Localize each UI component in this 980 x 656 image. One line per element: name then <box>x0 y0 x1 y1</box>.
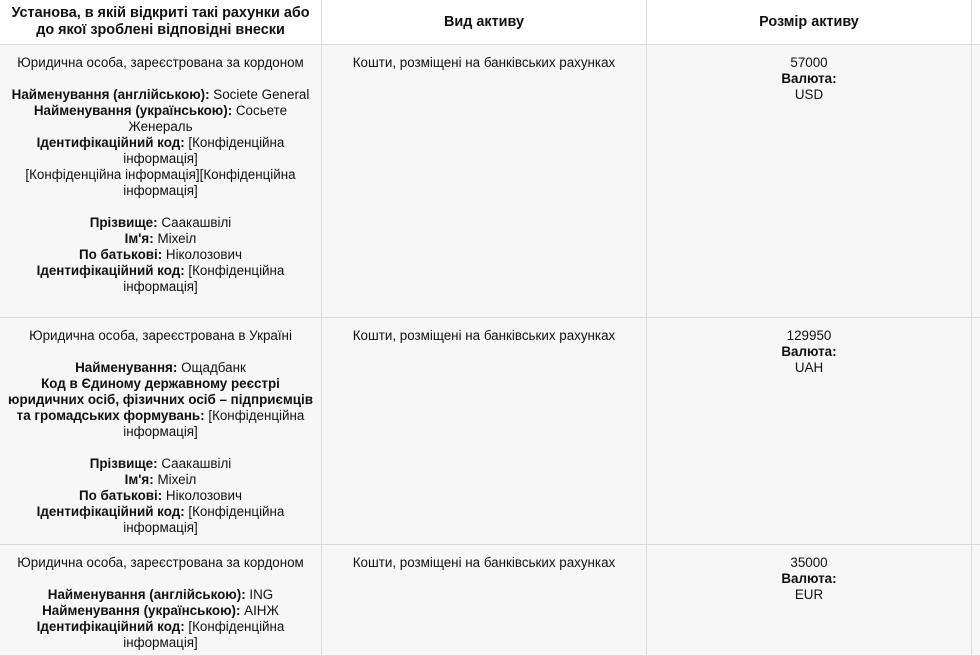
surname-value: Саакашвілі <box>161 215 232 230</box>
currency-label: Валюта: <box>781 344 837 359</box>
patronymic-value: Ніколозович <box>165 488 242 503</box>
header-asset-size: Розмір активу <box>647 0 972 44</box>
name-en-line <box>8 87 313 103</box>
institution-cell <box>0 45 322 317</box>
asset-size-cell <box>647 318 972 544</box>
firstname-value: Міхеіл <box>157 472 197 487</box>
header-asset-type: Вид активу <box>322 0 647 44</box>
asset-size-cell <box>647 545 972 655</box>
name-en-value: ING <box>249 587 274 602</box>
asset-type-cell <box>322 545 647 655</box>
patronymic-line <box>8 247 313 263</box>
registry-line <box>8 376 313 440</box>
entity-type: Юридична особа, зареєстрована за кордоном <box>17 55 304 70</box>
extra-cell <box>972 318 980 544</box>
name-value: Ощадбанк <box>181 360 246 375</box>
entity-type: Юридична особа, зареєстрована за кордоном <box>17 555 304 570</box>
patronymic-label: По батькові: <box>79 247 163 262</box>
person-id-line <box>8 263 313 295</box>
name-en-label: Найменування (англійською): <box>11 87 210 102</box>
header-institution: Установа, в якій відкриті такі рахунки або до якої зроблені відповідні внески <box>0 0 322 44</box>
surname-line <box>8 456 313 472</box>
currency-label: Валюта: <box>781 71 837 86</box>
asset-size-cell <box>647 45 972 317</box>
name-ua-label: Найменування (українською): <box>42 603 241 618</box>
asset-type: Кошти, розміщені на банківських рахунках <box>352 328 616 343</box>
header-extra <box>972 0 980 44</box>
name-ua-label: Найменування (українською): <box>33 103 233 118</box>
extra-cell <box>972 45 980 317</box>
table-row <box>0 45 980 318</box>
asset-type-cell <box>322 318 647 544</box>
id-label: Ідентифікаційний код: <box>36 619 185 634</box>
amount: 57000 <box>790 55 828 70</box>
currency: USD <box>794 87 824 102</box>
id-line <box>8 619 313 651</box>
surname-line <box>8 215 313 231</box>
surname-label: Прізвище: <box>89 456 158 471</box>
patronymic-value: Ніколозович <box>165 247 242 262</box>
registry-value: [Конфіденційна інформація] <box>123 408 305 439</box>
institution-cell <box>0 545 322 655</box>
currency-label: Валюта: <box>781 571 837 586</box>
firstname-value: Міхеіл <box>157 231 197 246</box>
id-value: [Конфіденційна інформація] <box>123 619 285 650</box>
table-row <box>0 318 980 545</box>
firstname-label: Ім'я: <box>124 231 154 246</box>
person-id-value: [Конфіденційна інформація] <box>123 263 285 294</box>
asset-type: Кошти, розміщені на банківських рахунках <box>352 55 616 70</box>
asset-type: Кошти, розміщені на банківських рахунках <box>352 555 616 570</box>
asset-type-cell <box>322 45 647 317</box>
id-value: [Конфіденційна інформація] <box>123 135 285 166</box>
extra-info-line: [Конфіденційна інформація][Конфіденційна інформація] <box>25 167 296 198</box>
currency: UAH <box>794 360 824 375</box>
person-id-label: Ідентифікаційний код: <box>36 504 185 519</box>
institution-cell <box>0 318 322 544</box>
firstname-line <box>8 472 313 488</box>
name-en-value: Societe General <box>213 87 310 102</box>
name-ua-line <box>8 103 313 135</box>
surname-value: Саакашвілі <box>161 456 232 471</box>
registry-label: Код в Єдиному державному реєстрі юридичних осіб, фізичних осіб – підприємців та громадських формувань: <box>8 376 313 423</box>
name-ua-value: Сосьете Женераль <box>128 103 288 134</box>
currency: EUR <box>794 587 824 602</box>
name-label: Найменування: <box>75 360 178 375</box>
person-id-line <box>8 504 313 536</box>
table-header <box>0 0 980 45</box>
name-en-line <box>8 587 313 603</box>
name-line <box>8 360 313 376</box>
person-id-value: [Конфіденційна інформація] <box>123 504 285 535</box>
firstname-label: Ім'я: <box>124 472 154 487</box>
amount: 129950 <box>786 328 832 343</box>
name-en-label: Найменування (англійською): <box>47 587 246 602</box>
id-line <box>8 135 313 167</box>
id-label: Ідентифікаційний код: <box>36 135 185 150</box>
name-ua-value: АІНЖ <box>244 603 279 618</box>
firstname-line <box>8 231 313 247</box>
amount: 35000 <box>790 555 828 570</box>
patronymic-label: По батькові: <box>79 488 163 503</box>
name-ua-line <box>8 603 313 619</box>
extra-cell <box>972 545 980 655</box>
person-id-label: Ідентифікаційний код: <box>36 263 185 278</box>
surname-label: Прізвище: <box>89 215 158 230</box>
table-row <box>0 545 980 656</box>
patronymic-line <box>8 488 313 504</box>
entity-type: Юридична особа, зареєстрована в Україні <box>29 328 292 343</box>
